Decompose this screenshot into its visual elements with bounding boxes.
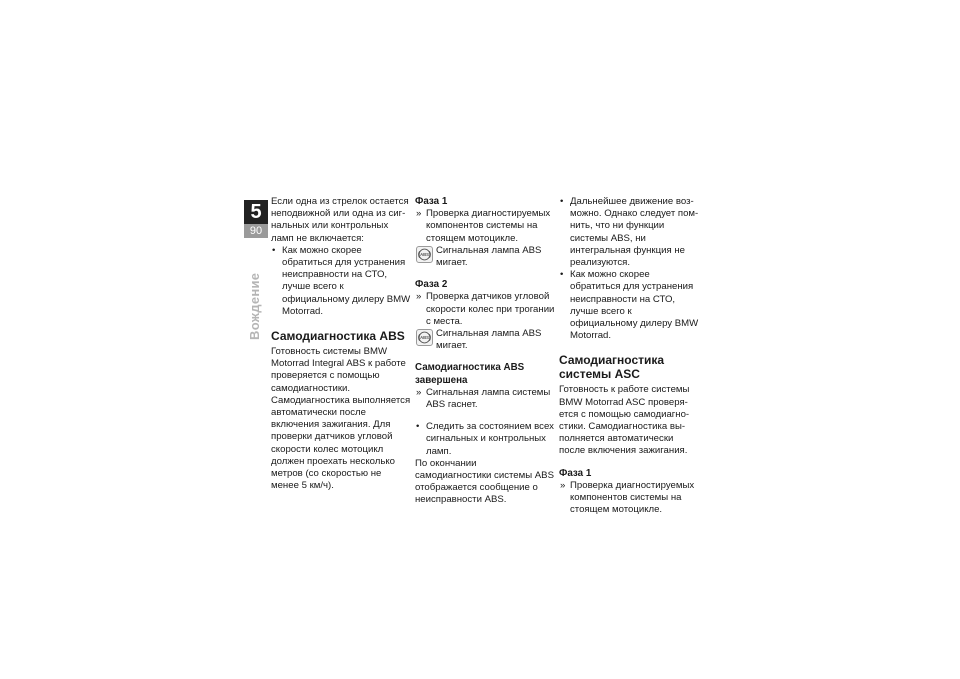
- abs-warning-lamp-icon: [416, 329, 433, 346]
- phase-2-lamp-text: Сигнальная лампа ABS мигает.: [436, 328, 542, 352]
- svg-text:ABS: ABS: [420, 252, 429, 258]
- bullet-item: • Как можно скорее обратиться для устранения неисправности на СТО, лучше всего к официальному дилеру BMW Motorrad.: [559, 269, 699, 342]
- phase-1-lamp-text: Сигнальная лампа ABS мигает.: [436, 244, 542, 269]
- svg-text:ABS: ABS: [420, 335, 429, 341]
- page-number: 90: [244, 224, 268, 238]
- abs-end-text: По окончании самодиагностики системы ABS отображается сообщение о неисправности ABS.: [415, 457, 554, 506]
- phase-2-title: Фаза 2: [415, 279, 448, 291]
- phase-1-step: » Проверка диагностируемых компонентов системы на стоящем мотоцикле.: [415, 208, 555, 245]
- column-2: [415, 196, 555, 507]
- bullet-item: • Дальнейшее движение возможно. Однако следует помнить, что ни функции системы ABS, ни интегральная функция не реализуются.: [559, 196, 699, 269]
- asc-selfdiag-body: Готовность к работе системы BMW Motorrad ASC проверяется с помощью самодиагностики. Самодиагностика выполняется автоматически после включения зажигания.: [559, 384, 690, 457]
- abs-warning-lamp-icon: [416, 246, 433, 263]
- phase-2-step: » Проверка датчиков угловой скорости колес при трогании с места.: [415, 291, 555, 328]
- column-1: [271, 196, 411, 492]
- watch-lamps-bullet: • Следить за состоянием всех сигнальных и контрольных ламп.: [415, 421, 555, 458]
- abs-selfdiag-body: Готовность системы BMW Motorrad Integral ABS к работе проверяется с помощью самодиагностики. Самодиагностика выполняется автоматически после включения зажигания. Для проверки датчиков угловой скорости колес мотоцикл должен проехать несколько метров (со скоростью не менее 5 км/ч).: [271, 346, 411, 492]
- chapter-number: 5: [244, 200, 268, 224]
- intro-text: Если одна из стрелок остается неподвижной или одна из сигнальных или контрольных ламп не включается:: [271, 196, 409, 244]
- section-label: Вождение: [247, 272, 262, 340]
- abs-done-step: » Сигнальная лампа системы ABS гаснет.: [415, 387, 555, 411]
- asc-phase-1-step: » Проверка диагностируемых компонентов системы на стоящем мотоцикле.: [559, 480, 699, 517]
- column-3: [559, 196, 699, 516]
- asc-phase-1-title: Фаза 1: [559, 467, 592, 479]
- bullet-item: • Как можно скорее обратиться для устранения неисправности на СТО, лучше всего к официальному дилеру BMW Motorrad.: [271, 245, 411, 318]
- abs-selfdiag-heading: Самодиагностика ABS: [271, 329, 405, 344]
- phase-1-lamp-row: [415, 245, 555, 269]
- asc-selfdiag-heading: Самодиагностика системы ASC: [559, 353, 665, 382]
- phase-1-title: Фаза 1: [415, 196, 448, 207]
- phase-2-lamp-row: [415, 328, 555, 352]
- abs-done-title: Самодиагностика ABS завершена: [415, 362, 525, 386]
- chapter-tab: [244, 200, 268, 238]
